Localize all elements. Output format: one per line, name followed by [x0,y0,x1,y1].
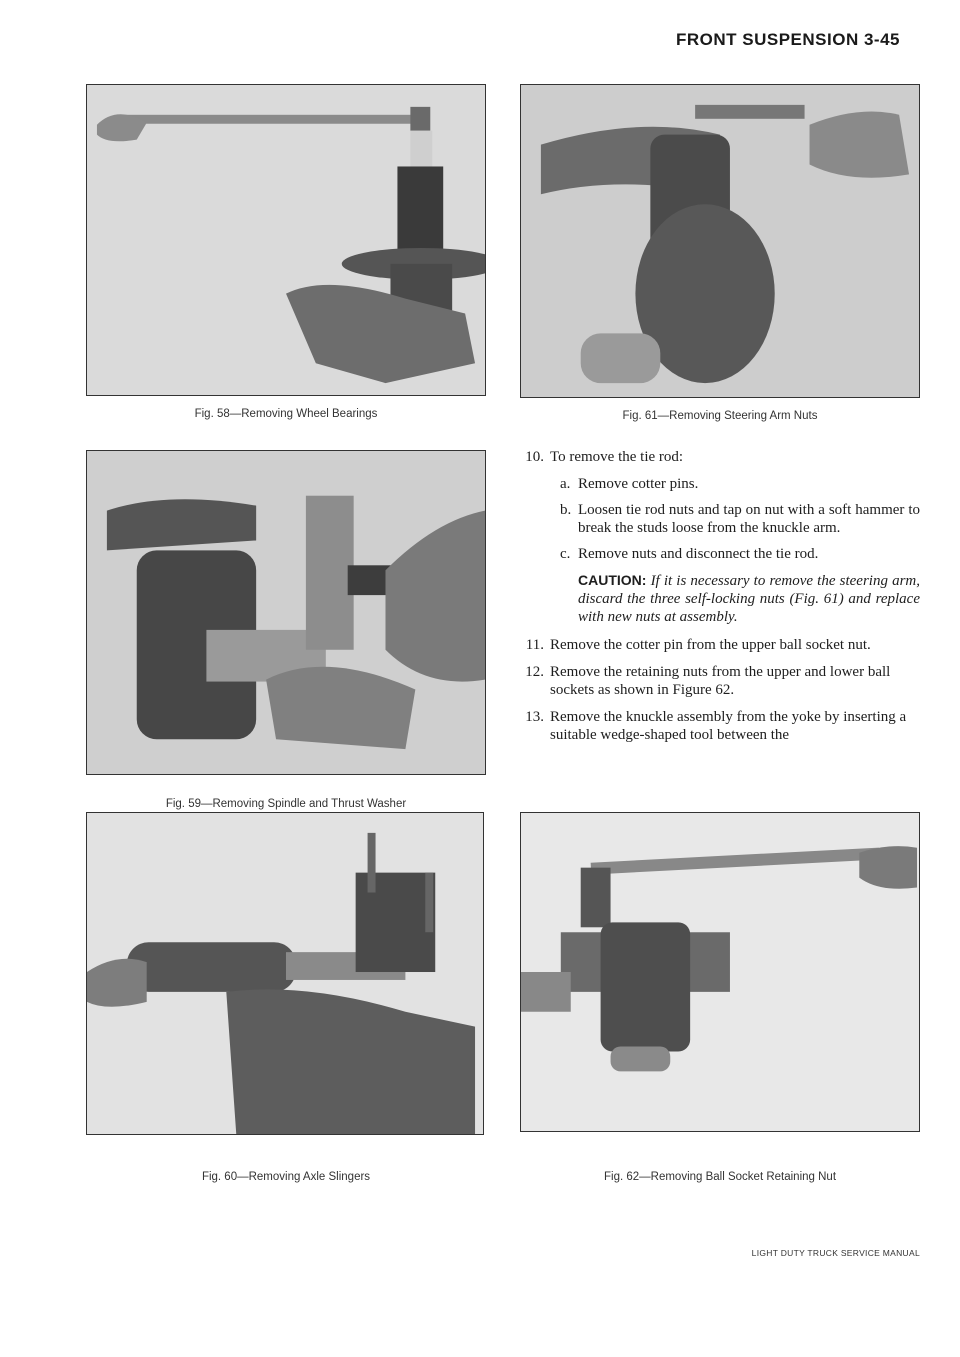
step-number: 12. [525,664,544,680]
figure-62-photo [520,812,920,1132]
step-text: Remove the retaining nuts from the upper and lower ball sockets as shown in Figure 62. [550,664,891,698]
step-text: Remove the cotter pin from the upper ball socket nut. [550,637,871,653]
page-footer: LIGHT DUTY TRUCK SERVICE MANUAL [751,1248,920,1258]
step-text: Remove cotter pins. [578,476,699,492]
figure-60-caption: Fig. 60—Removing Axle Slingers [201,1171,371,1183]
figure-59-photo [86,450,486,775]
figure-59-caption: Fig. 59—Removing Spindle and Thrust Washer [165,798,407,810]
step-12 [520,663,920,699]
page-header: FRONT SUSPENSION 3-45 [676,30,900,49]
step-number: 13. [525,709,544,725]
figure-61-photo [520,84,920,398]
caution-label: CAUTION: [578,572,647,588]
step-number: 11. [525,637,544,653]
caution-text: If it is necessary to remove the steering arm, discard the three self-locking nuts (Fig. 61) and replace with new nuts at assembly. [578,573,920,625]
step-10a [520,475,920,493]
figure-61-caption: Fig. 61—Removing Steering Arm Nuts [622,410,818,422]
step-letter: b. [560,502,572,518]
step-10b [520,501,920,537]
step-number: 10. [525,449,544,465]
figure-62-caption: Fig. 62—Removing Ball Socket Retaining Nut [603,1171,837,1183]
figure-58-caption: Fig. 58—Removing Wheel Bearings [194,408,378,420]
figure-60-photo [86,812,484,1135]
procedure-text [520,448,920,753]
step-13 [520,708,920,744]
step-text: Remove the knuckle assembly from the yoke by inserting a suitable wedge-shaped tool between the [550,709,907,743]
step-text: To remove the tie rod: [550,449,684,465]
step-letter: a. [560,476,571,492]
caution-note [520,571,920,626]
step-11 [520,636,920,654]
step-letter: c. [560,546,571,562]
step-text: Remove nuts and disconnect the tie rod. [578,546,819,562]
step-10c [520,545,920,563]
step-10 [520,448,920,466]
step-text: Loosen tie rod nuts and tap on nut with a soft hammer to break the studs loose from the knuckle arm. [578,502,920,536]
figure-58-photo [86,84,486,396]
